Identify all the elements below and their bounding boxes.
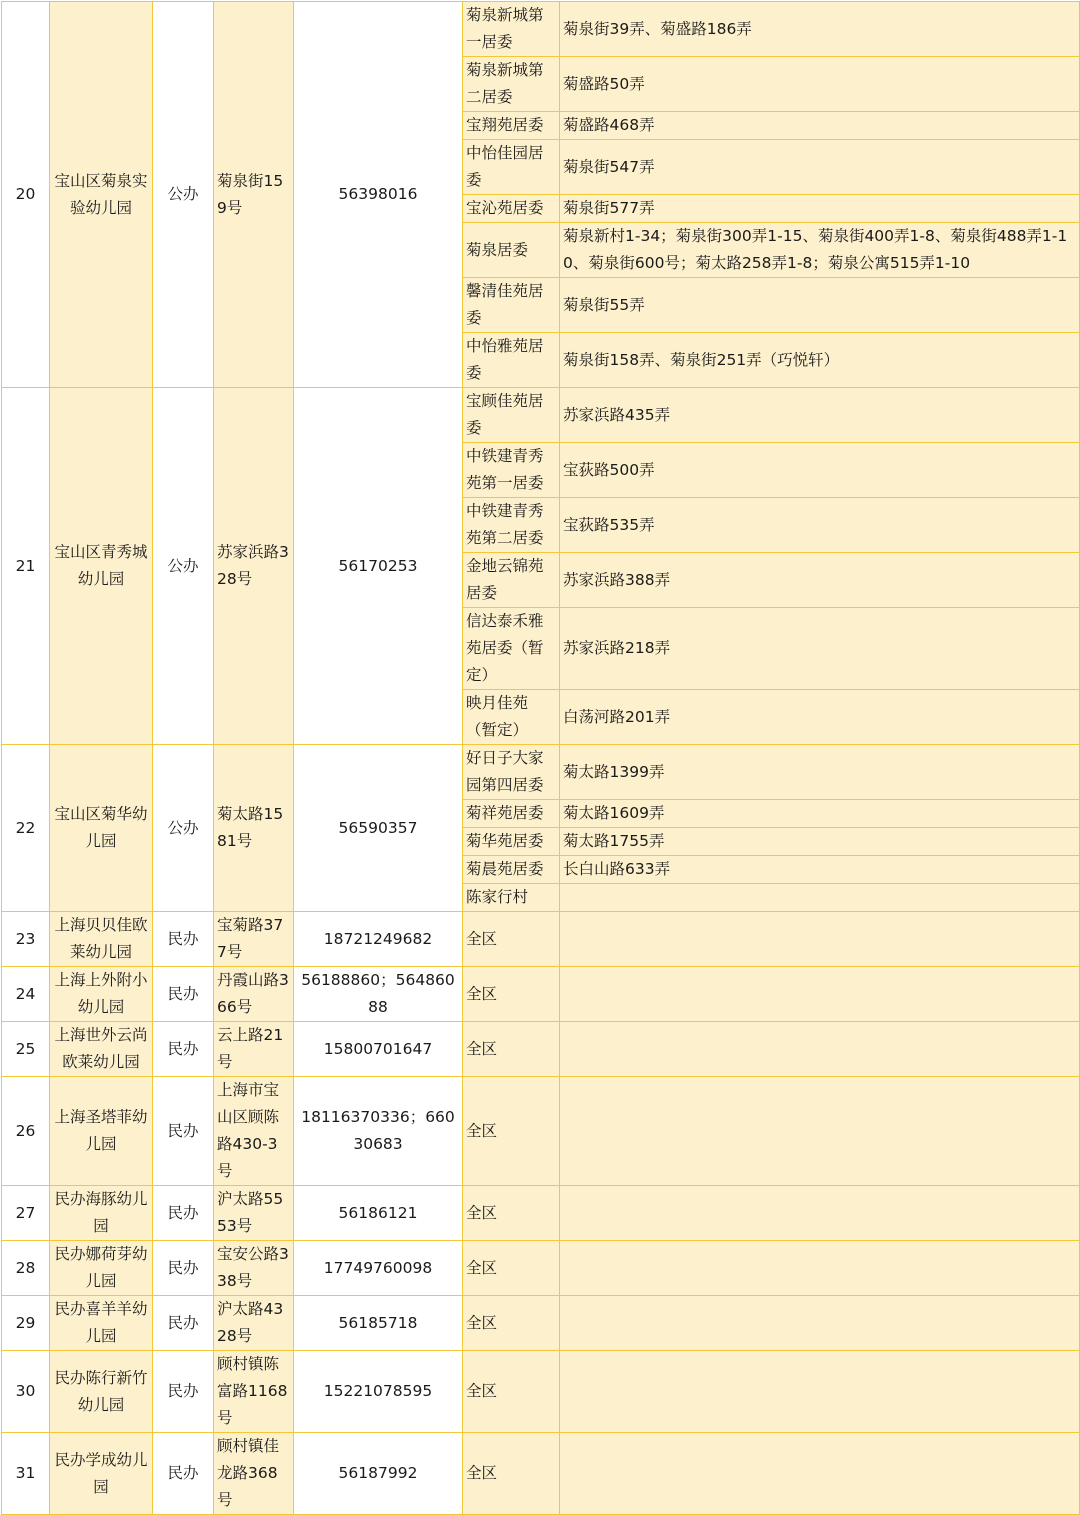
table-row — [2, 1296, 1080, 1351]
area: 苏家浜路388弄 — [560, 553, 1080, 608]
row-number: 23 — [2, 912, 50, 967]
school-type: 民办 — [153, 912, 214, 967]
school-type: 民办 — [153, 1351, 214, 1433]
area — [560, 1433, 1080, 1515]
area — [560, 1351, 1080, 1433]
area — [560, 1077, 1080, 1186]
area — [560, 1296, 1080, 1351]
phone: 56187992 — [294, 1433, 463, 1515]
committee: 中怡雅苑居委 — [463, 333, 560, 388]
school-type: 民办 — [153, 967, 214, 1022]
school-type: 公办 — [153, 2, 214, 388]
school-type: 民办 — [153, 1022, 214, 1077]
committee: 陈家行村 — [463, 884, 560, 912]
kindergarten-name: 民办娜荷芽幼儿园 — [50, 1241, 153, 1296]
table-row — [2, 1022, 1080, 1077]
table-row — [2, 1241, 1080, 1296]
table-row — [2, 1077, 1080, 1186]
kindergarten-table — [1, 1, 1080, 1515]
address: 沪太路4328号 — [214, 1296, 294, 1351]
committee: 菊祥苑居委 — [463, 800, 560, 828]
area: 菊盛路50弄 — [560, 57, 1080, 112]
kindergarten-name: 民办学成幼儿园 — [50, 1433, 153, 1515]
school-type: 公办 — [153, 388, 214, 745]
address: 菊太路1581号 — [214, 745, 294, 912]
area — [560, 912, 1080, 967]
address: 菊泉街159号 — [214, 2, 294, 388]
committee: 菊晨苑居委 — [463, 856, 560, 884]
kindergarten-name: 民办喜羊羊幼儿园 — [50, 1296, 153, 1351]
committee: 中铁建青秀苑第二居委 — [463, 498, 560, 553]
address: 宝安公路338号 — [214, 1241, 294, 1296]
kindergarten-name: 宝山区菊华幼儿园 — [50, 745, 153, 912]
scope: 全区 — [463, 1022, 560, 1077]
row-number: 26 — [2, 1077, 50, 1186]
row-number: 20 — [2, 2, 50, 388]
area: 菊泉街55弄 — [560, 278, 1080, 333]
area: 菊泉街158弄、菊泉街251弄（巧悦轩） — [560, 333, 1080, 388]
address: 顾村镇佳龙路368号 — [214, 1433, 294, 1515]
phone: 56188860；56486088 — [294, 967, 463, 1022]
school-type: 民办 — [153, 1077, 214, 1186]
area: 菊太路1609弄 — [560, 800, 1080, 828]
area — [560, 1022, 1080, 1077]
area: 宝荻路535弄 — [560, 498, 1080, 553]
school-type: 民办 — [153, 1186, 214, 1241]
table-row — [2, 745, 1080, 800]
table-row — [2, 967, 1080, 1022]
kindergarten-name: 上海圣塔菲幼儿园 — [50, 1077, 153, 1186]
area — [560, 1241, 1080, 1296]
committee: 好日子大家园第四居委 — [463, 745, 560, 800]
committee: 宝沁苑居委 — [463, 195, 560, 223]
phone: 56186121 — [294, 1186, 463, 1241]
committee: 菊华苑居委 — [463, 828, 560, 856]
committee: 菊泉新城第一居委 — [463, 2, 560, 57]
row-number: 22 — [2, 745, 50, 912]
address: 丹霞山路366号 — [214, 967, 294, 1022]
phone: 15800701647 — [294, 1022, 463, 1077]
scope: 全区 — [463, 967, 560, 1022]
scope: 全区 — [463, 1351, 560, 1433]
phone: 56590357 — [294, 745, 463, 912]
address: 苏家浜路328号 — [214, 388, 294, 745]
kindergarten-name: 上海世外云尚欧莱幼儿园 — [50, 1022, 153, 1077]
area: 苏家浜路218弄 — [560, 608, 1080, 690]
row-number: 25 — [2, 1022, 50, 1077]
row-number: 30 — [2, 1351, 50, 1433]
area: 白荡河路201弄 — [560, 690, 1080, 745]
area: 长白山路633弄 — [560, 856, 1080, 884]
phone: 18721249682 — [294, 912, 463, 967]
scope: 全区 — [463, 1077, 560, 1186]
area: 菊太路1755弄 — [560, 828, 1080, 856]
committee: 宝顾佳苑居委 — [463, 388, 560, 443]
kindergarten-name: 宝山区青秀城幼儿园 — [50, 388, 153, 745]
address: 宝菊路377号 — [214, 912, 294, 967]
table-row — [2, 912, 1080, 967]
committee: 菊泉新城第二居委 — [463, 57, 560, 112]
area: 菊泉街547弄 — [560, 140, 1080, 195]
scope: 全区 — [463, 1186, 560, 1241]
committee: 中怡佳园居委 — [463, 140, 560, 195]
committee: 中铁建青秀苑第一居委 — [463, 443, 560, 498]
scope: 全区 — [463, 912, 560, 967]
area: 菊泉街39弄、菊盛路186弄 — [560, 2, 1080, 57]
committee: 映月佳苑（暂定） — [463, 690, 560, 745]
phone: 56398016 — [294, 2, 463, 388]
committee: 金地云锦苑居委 — [463, 553, 560, 608]
kindergarten-name: 民办陈行新竹幼儿园 — [50, 1351, 153, 1433]
committee: 宝翔苑居委 — [463, 112, 560, 140]
phone: 56170253 — [294, 388, 463, 745]
phone: 15221078595 — [294, 1351, 463, 1433]
address: 沪太路5553号 — [214, 1186, 294, 1241]
row-number: 24 — [2, 967, 50, 1022]
table-row — [2, 388, 1080, 443]
kindergarten-name: 上海上外附小幼儿园 — [50, 967, 153, 1022]
table-row — [2, 1433, 1080, 1515]
table-row — [2, 1351, 1080, 1433]
area — [560, 967, 1080, 1022]
area: 菊泉新村1-34；菊泉街300弄1-15、菊泉街400弄1-8、菊泉街488弄1-10、菊泉街600号；菊太路258弄1-8；菊泉公寓515弄1-10 — [560, 223, 1080, 278]
committee: 信达泰禾雅苑居委（暂定） — [463, 608, 560, 690]
area: 菊太路1399弄 — [560, 745, 1080, 800]
area: 苏家浜路435弄 — [560, 388, 1080, 443]
kindergarten-name: 宝山区菊泉实验幼儿园 — [50, 2, 153, 388]
school-type: 公办 — [153, 745, 214, 912]
committee: 馨清佳苑居委 — [463, 278, 560, 333]
area: 菊盛路468弄 — [560, 112, 1080, 140]
kindergarten-name: 上海贝贝佳欧莱幼儿园 — [50, 912, 153, 967]
area — [560, 884, 1080, 912]
row-number: 29 — [2, 1296, 50, 1351]
phone: 18116370336；66030683 — [294, 1077, 463, 1186]
scope: 全区 — [463, 1296, 560, 1351]
phone: 56185718 — [294, 1296, 463, 1351]
school-type: 民办 — [153, 1296, 214, 1351]
address: 上海市宝山区顾陈路430-3号 — [214, 1077, 294, 1186]
area — [560, 1186, 1080, 1241]
area: 菊泉街577弄 — [560, 195, 1080, 223]
row-number: 27 — [2, 1186, 50, 1241]
table-row — [2, 1186, 1080, 1241]
row-number: 31 — [2, 1433, 50, 1515]
table-row — [2, 2, 1080, 57]
scope: 全区 — [463, 1241, 560, 1296]
address: 云上路21号 — [214, 1022, 294, 1077]
scope: 全区 — [463, 1433, 560, 1515]
school-type: 民办 — [153, 1241, 214, 1296]
school-type: 民办 — [153, 1433, 214, 1515]
area: 宝荻路500弄 — [560, 443, 1080, 498]
row-number: 21 — [2, 388, 50, 745]
kindergarten-name: 民办海豚幼儿园 — [50, 1186, 153, 1241]
committee: 菊泉居委 — [463, 223, 560, 278]
address: 顾村镇陈富路1168号 — [214, 1351, 294, 1433]
phone: 17749760098 — [294, 1241, 463, 1296]
row-number: 28 — [2, 1241, 50, 1296]
